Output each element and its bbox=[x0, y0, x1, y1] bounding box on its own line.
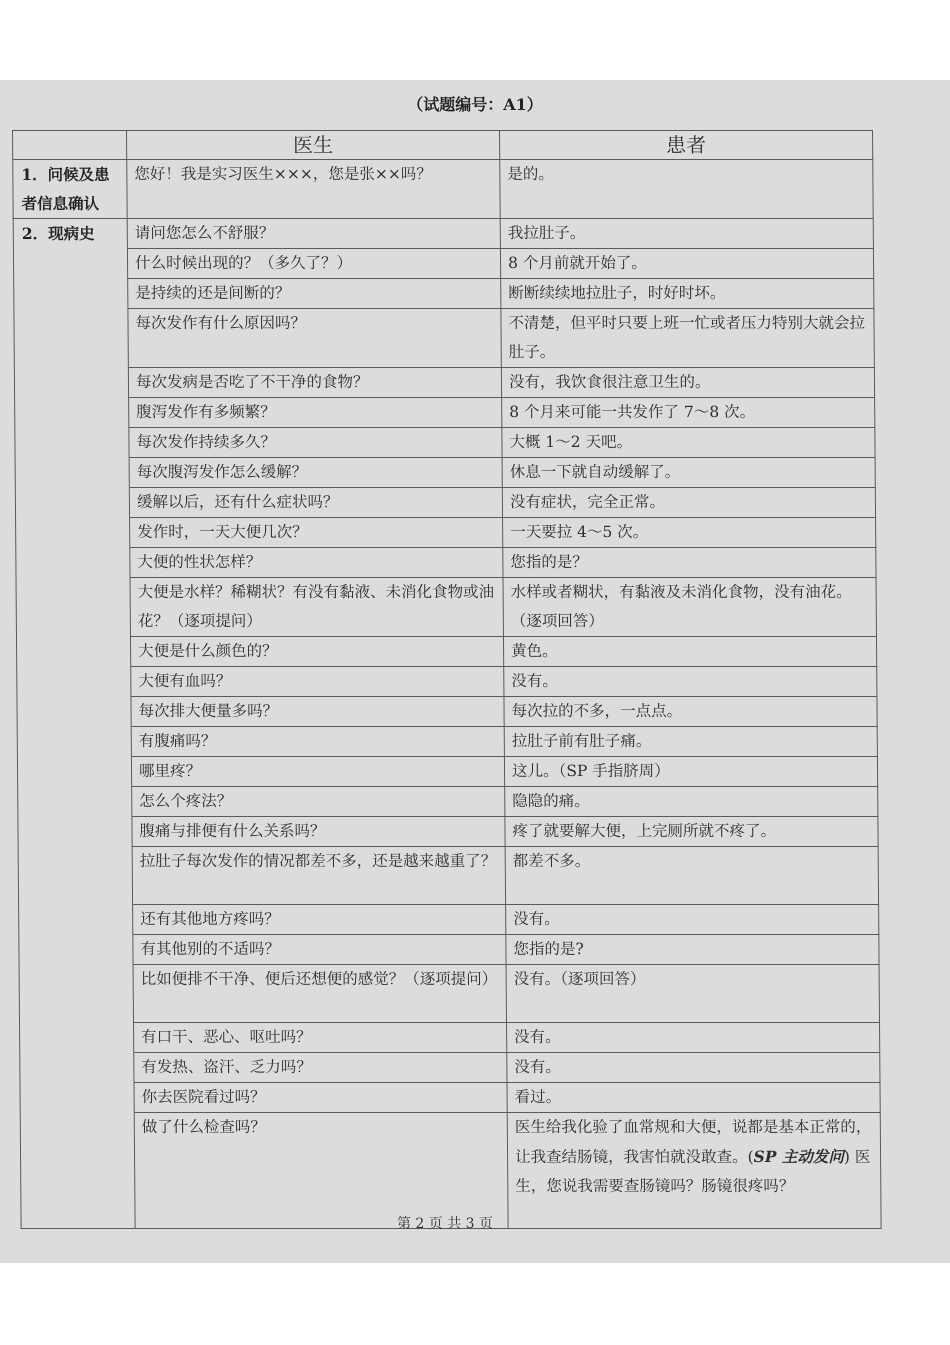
doctor-question: 腹痛与排便有什么关系吗？ bbox=[132, 817, 505, 847]
doctor-question: 什么时候出现的？（多久了？） bbox=[127, 249, 500, 279]
section-label-continued bbox=[19, 965, 133, 1023]
header-patient: 患者 bbox=[500, 131, 873, 160]
patient-answer: 休息一下就自动缓解了。 bbox=[502, 458, 875, 488]
section-label-continued bbox=[17, 697, 131, 727]
table-row bbox=[16, 548, 876, 578]
section-label-continued bbox=[20, 1113, 135, 1229]
patient-answer: 隐隐的痛。 bbox=[505, 787, 878, 817]
section-label-continued bbox=[14, 368, 128, 398]
table-row bbox=[18, 817, 878, 847]
table-row bbox=[15, 398, 875, 428]
patient-answer: 都差不多。 bbox=[505, 847, 878, 905]
doctor-question: 大便是什么颜色的？ bbox=[130, 637, 503, 667]
table-row bbox=[17, 727, 877, 757]
header-doctor: 医生 bbox=[127, 131, 500, 160]
doctor-question: 大便有血吗？ bbox=[131, 667, 504, 697]
table-row bbox=[19, 935, 879, 965]
doctor-question: 有口干、恶心、呕吐吗？ bbox=[134, 1023, 507, 1053]
section-label-continued bbox=[16, 548, 130, 578]
table-row bbox=[15, 428, 875, 458]
table-row bbox=[17, 667, 877, 697]
table-row bbox=[18, 847, 878, 905]
patient-answer: 没有。 bbox=[507, 1053, 880, 1083]
doctor-question: 有发热、盗汗、乏力吗？ bbox=[134, 1053, 507, 1083]
table-row bbox=[16, 518, 876, 548]
section-label-continued bbox=[17, 727, 131, 757]
doctor-question: 请问您怎么不舒服？ bbox=[127, 219, 500, 249]
section-label-continued bbox=[20, 1053, 134, 1083]
doctor-question: 每次发病是否吃了不干净的食物？ bbox=[128, 368, 501, 398]
section-label-continued bbox=[15, 458, 129, 488]
doctor-question: 拉肚子每次发作的情况都差不多，还是越来越重了？ bbox=[132, 847, 505, 905]
answer-text: 医生给我化验了血常规和大便，说都是基本正常的，让我查结肠镜，我害怕就没敢查。( bbox=[514, 1118, 872, 1166]
section-label-continued bbox=[17, 667, 131, 697]
doctor-question: 做了什么检查吗？ bbox=[134, 1113, 508, 1229]
table-row bbox=[14, 368, 874, 398]
patient-answer: 断断续续地拉肚子，时好时坏。 bbox=[501, 279, 874, 309]
section-label-continued bbox=[14, 279, 128, 309]
table-row bbox=[14, 309, 874, 368]
section-label-continued bbox=[14, 309, 128, 368]
table-row bbox=[20, 1113, 881, 1229]
section-label-continued bbox=[19, 935, 133, 965]
table-row bbox=[13, 219, 873, 249]
qa-table-body bbox=[13, 160, 881, 1229]
section-label-continued bbox=[16, 637, 130, 667]
section-label-continued bbox=[15, 488, 129, 518]
table-row bbox=[17, 757, 877, 787]
patient-answer: 我拉肚子。 bbox=[500, 219, 873, 249]
patient-answer: 这儿。（SP 手指脐周） bbox=[504, 757, 877, 787]
section-label-continued bbox=[20, 1023, 134, 1053]
doctor-question: 每次腹泻发作怎么缓解？ bbox=[129, 458, 502, 488]
table-row bbox=[20, 1023, 880, 1053]
doctor-question: 每次发作有什么原因吗？ bbox=[128, 309, 501, 368]
table-row bbox=[20, 1053, 880, 1083]
patient-answer: 8 个月前就开始了。 bbox=[500, 249, 873, 279]
header-blank bbox=[13, 131, 127, 160]
patient-answer: 是的。 bbox=[500, 160, 873, 219]
patient-answer: 拉肚子前有肚子痛。 bbox=[504, 727, 877, 757]
patient-answer: 没有。 bbox=[504, 667, 877, 697]
section-label: 1．问候及患者信息确认 bbox=[13, 160, 127, 219]
patient-answer: 一天要拉 4～5 次。 bbox=[503, 518, 876, 548]
answer-text: ) 医生，您说我需要查肠镜吗？肠镜很疼吗？ bbox=[515, 1148, 871, 1195]
table-row bbox=[19, 905, 879, 935]
doctor-question: 缓解以后，还有什么症状吗？ bbox=[129, 488, 502, 518]
patient-answer: 没有。 bbox=[506, 905, 879, 935]
patient-answer: 水样或者糊状，有黏液及未消化食物，没有油花。（逐项回答） bbox=[503, 578, 876, 637]
table-row bbox=[18, 787, 878, 817]
doctor-question: 怎么个疼法？ bbox=[132, 787, 505, 817]
doctor-question: 大便的性状怎样？ bbox=[130, 548, 503, 578]
table-row bbox=[16, 578, 876, 637]
section-label-continued bbox=[17, 757, 131, 787]
doctor-question: 每次发作持续多久？ bbox=[129, 428, 502, 458]
document-title: （试题编号：A1） bbox=[407, 95, 543, 114]
doctor-question: 你去医院看过吗？ bbox=[134, 1083, 507, 1113]
doctor-question: 有其他别的不适吗？ bbox=[133, 935, 506, 965]
table-row bbox=[15, 488, 875, 518]
table-row bbox=[16, 637, 876, 667]
sp-note: SP 主动发问 bbox=[753, 1147, 844, 1166]
patient-answer: 没有。（逐项回答） bbox=[506, 965, 879, 1023]
page-footer: 第 2 页 共 3 页 bbox=[396, 1216, 494, 1232]
doctor-question: 您好！我是实习医生×××，您是张××吗？ bbox=[127, 160, 500, 219]
table-row bbox=[13, 249, 873, 279]
patient-answer bbox=[507, 1113, 881, 1229]
doctor-question: 是持续的还是间断的？ bbox=[128, 279, 501, 309]
patient-answer: 没有，我饮食很注意卫生的。 bbox=[501, 368, 874, 398]
section-label-continued bbox=[18, 847, 132, 905]
doctor-question: 哪里疼？ bbox=[131, 757, 504, 787]
patient-answer: 没有。 bbox=[507, 1023, 880, 1053]
table-row bbox=[14, 279, 874, 309]
section-label-continued bbox=[19, 905, 133, 935]
patient-answer: 疼了就要解大便，上完厕所就不疼了。 bbox=[505, 817, 878, 847]
table-row bbox=[15, 458, 875, 488]
patient-answer: 黄色。 bbox=[503, 637, 876, 667]
section-label-continued bbox=[18, 817, 132, 847]
patient-answer: 8 个月来可能一共发作了 7～8 次。 bbox=[502, 398, 875, 428]
section-label-continued bbox=[15, 398, 129, 428]
table-row bbox=[20, 1083, 880, 1113]
patient-answer: 看过。 bbox=[507, 1083, 880, 1113]
doctor-question: 腹泻发作有多频繁？ bbox=[129, 398, 502, 428]
section-label: 2．现病史 bbox=[13, 219, 127, 249]
section-label-continued bbox=[15, 428, 129, 458]
patient-answer: 没有症状，完全正常。 bbox=[502, 488, 875, 518]
table-row bbox=[19, 965, 879, 1023]
section-label-continued bbox=[16, 578, 130, 637]
patient-answer: 大概 1～2 天吧。 bbox=[502, 428, 875, 458]
section-label-continued bbox=[16, 518, 130, 548]
doctor-question: 比如便排不干净、便后还想便的感觉？（逐项提问） bbox=[133, 965, 506, 1023]
doctor-question: 发作时，一天大便几次？ bbox=[130, 518, 503, 548]
table-row bbox=[13, 160, 873, 219]
section-label-continued bbox=[20, 1083, 134, 1113]
patient-answer: 不清楚，但平时只要上班一忙或者压力特别大就会拉肚子。 bbox=[501, 309, 874, 368]
section-label-continued bbox=[18, 787, 132, 817]
doctor-question: 每次排大便量多吗？ bbox=[131, 697, 504, 727]
table-row bbox=[17, 697, 877, 727]
patient-answer: 每次拉的不多，一点点。 bbox=[504, 697, 877, 727]
doctor-question: 大便是水样？稀糊状？有没有黏液、未消化食物或油花？（逐项提问） bbox=[130, 578, 503, 637]
doctor-question: 有腹痛吗？ bbox=[131, 727, 504, 757]
patient-answer: 您指的是？ bbox=[503, 548, 876, 578]
doctor-question: 还有其他地方疼吗？ bbox=[133, 905, 506, 935]
patient-answer: 您指的是? bbox=[506, 935, 879, 965]
section-label-continued bbox=[13, 249, 127, 279]
table-header-row bbox=[13, 131, 873, 160]
qa-table bbox=[12, 130, 882, 1229]
